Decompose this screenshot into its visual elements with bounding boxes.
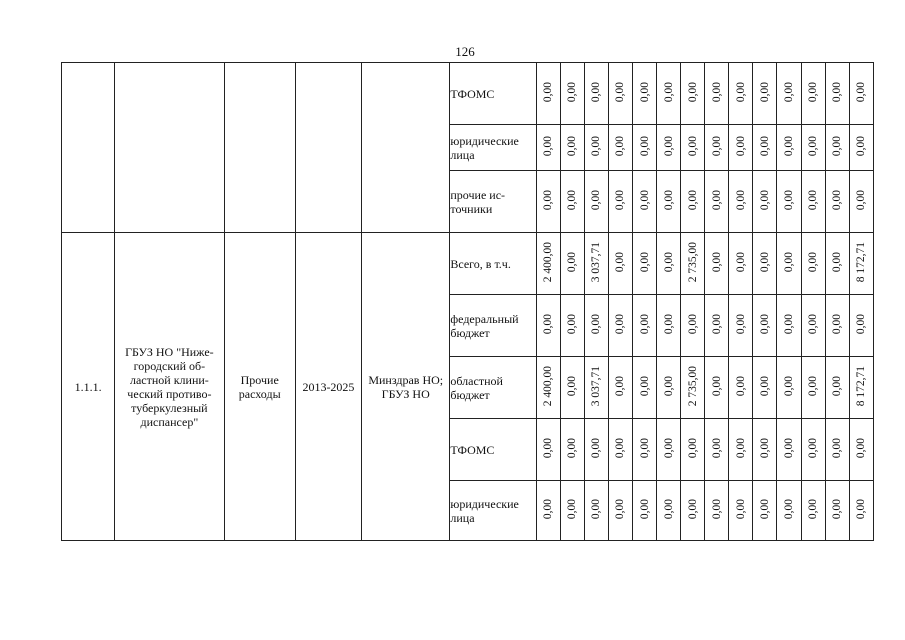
value-cell	[608, 233, 632, 295]
value-cell	[681, 357, 705, 419]
item-name-cell: ГБУЗ НО "Ниже-городский об-ластной клини-ческий противо-туберкулезный диспансер"	[115, 233, 224, 541]
value-text: 0,00	[590, 313, 603, 335]
value-cell	[849, 295, 873, 357]
value-cell	[657, 419, 681, 481]
value-cell	[633, 233, 657, 295]
value-text: 8 172,71	[855, 365, 868, 407]
value-cell	[801, 419, 825, 481]
value-text: 0,00	[855, 81, 868, 103]
value-cell	[536, 481, 560, 541]
value-cell	[849, 481, 873, 541]
value-cell	[801, 357, 825, 419]
value-text: 0,00	[758, 498, 771, 520]
value-cell	[753, 125, 777, 171]
value-cell	[801, 63, 825, 125]
value-text: 0,00	[590, 135, 603, 157]
value-text: 0,00	[831, 437, 844, 459]
value-cell	[825, 295, 849, 357]
funding-source-cell: ТФОМС	[450, 63, 536, 125]
value-text: 0,00	[686, 135, 699, 157]
value-text: 0,00	[807, 375, 820, 397]
value-cell	[657, 171, 681, 233]
value-text: 0,00	[734, 135, 747, 157]
value-cell	[729, 171, 753, 233]
value-cell	[560, 171, 584, 233]
value-cell	[608, 357, 632, 419]
value-cell	[633, 295, 657, 357]
value-cell	[536, 419, 560, 481]
value-text: 0,00	[662, 498, 675, 520]
executor-cell: Минздрав НО; ГБУЗ НО	[362, 233, 450, 541]
value-text: 0,00	[855, 313, 868, 335]
value-cell	[777, 233, 801, 295]
value-cell	[753, 357, 777, 419]
value-cell	[777, 171, 801, 233]
value-text: 0,00	[783, 498, 795, 520]
value-cell	[729, 357, 753, 419]
value-text: 0,00	[783, 251, 795, 273]
value-cell	[849, 233, 873, 295]
value-cell	[633, 171, 657, 233]
value-cell	[753, 481, 777, 541]
value-text: 0,00	[783, 81, 795, 103]
value-text: 0,00	[831, 375, 844, 397]
value-text: 0,00	[542, 498, 555, 520]
value-text: 2 735,00	[686, 241, 699, 283]
table-row	[62, 233, 874, 295]
value-cell	[608, 171, 632, 233]
value-text: 0,00	[807, 251, 820, 273]
value-cell	[633, 357, 657, 419]
value-cell	[681, 171, 705, 233]
value-text: 0,00	[831, 81, 844, 103]
value-cell	[825, 233, 849, 295]
value-text: 0,00	[831, 313, 844, 335]
value-cell	[801, 125, 825, 171]
value-cell	[705, 481, 729, 541]
value-text: 0,00	[734, 498, 747, 520]
value-text: 0,00	[855, 498, 868, 520]
item-number-cell: 1.1.1.	[62, 233, 115, 541]
value-cell	[560, 63, 584, 125]
value-text: 0,00	[831, 189, 844, 211]
value-cell	[681, 295, 705, 357]
value-text: 0,00	[758, 375, 771, 397]
value-cell	[633, 481, 657, 541]
value-cell	[633, 419, 657, 481]
value-cell	[705, 295, 729, 357]
value-cell	[801, 481, 825, 541]
value-text: 0,00	[710, 498, 723, 520]
value-cell	[560, 357, 584, 419]
value-text: 0,00	[566, 375, 579, 397]
value-text: 0,00	[686, 81, 699, 103]
value-text: 0,00	[807, 313, 820, 335]
value-text: 0,00	[590, 189, 603, 211]
value-cell	[584, 233, 608, 295]
value-cell	[560, 233, 584, 295]
value-text: 0,00	[686, 437, 699, 459]
value-text: 0,00	[614, 437, 627, 459]
value-text: 0,00	[638, 437, 651, 459]
value-cell	[729, 481, 753, 541]
value-text: 0,00	[734, 375, 747, 397]
value-cell	[777, 419, 801, 481]
value-text: 0,00	[710, 313, 723, 335]
value-text: 0,00	[734, 313, 747, 335]
value-cell	[705, 125, 729, 171]
value-text: 0,00	[710, 81, 723, 103]
value-text: 0,00	[710, 251, 723, 273]
value-cell	[633, 125, 657, 171]
value-cell	[705, 233, 729, 295]
value-cell	[729, 125, 753, 171]
value-cell	[753, 63, 777, 125]
value-cell	[825, 63, 849, 125]
value-cell	[777, 125, 801, 171]
value-text: 0,00	[855, 135, 868, 157]
value-cell	[777, 295, 801, 357]
value-text: 3 037,71	[590, 365, 603, 407]
value-text: 0,00	[758, 189, 771, 211]
item-name-cell	[115, 63, 224, 233]
value-cell	[777, 357, 801, 419]
value-cell	[584, 481, 608, 541]
value-text: 0,00	[710, 189, 723, 211]
value-cell	[584, 419, 608, 481]
value-text: 0,00	[590, 437, 603, 459]
value-cell	[608, 419, 632, 481]
value-text: 0,00	[686, 313, 699, 335]
value-text: 0,00	[638, 251, 651, 273]
value-text: 0,00	[783, 135, 795, 157]
value-cell	[705, 63, 729, 125]
value-text: 0,00	[542, 313, 555, 335]
expense-type-cell	[224, 63, 295, 233]
value-cell	[801, 233, 825, 295]
funding-source-cell: прочие ис-точники	[450, 171, 536, 233]
value-text: 0,00	[542, 437, 555, 459]
table-row	[62, 63, 874, 125]
value-cell	[849, 419, 873, 481]
value-cell	[633, 63, 657, 125]
value-text: 0,00	[566, 135, 579, 157]
value-text: 0,00	[614, 251, 627, 273]
value-text: 0,00	[662, 135, 675, 157]
value-text: 0,00	[638, 189, 651, 211]
value-text: 0,00	[807, 437, 820, 459]
value-cell	[825, 419, 849, 481]
funding-source-cell: юридические лица	[450, 125, 536, 171]
value-text: 2 400,00	[542, 365, 555, 407]
value-cell	[536, 63, 560, 125]
page-number: 126	[455, 44, 475, 59]
value-text: 0,00	[542, 135, 555, 157]
value-text: 0,00	[566, 189, 579, 211]
value-text: 0,00	[542, 81, 555, 103]
funding-source-cell: юридические лица	[450, 481, 536, 541]
value-cell	[825, 171, 849, 233]
value-text: 0,00	[807, 135, 820, 157]
value-cell	[681, 481, 705, 541]
value-cell	[849, 63, 873, 125]
value-text: 0,00	[614, 498, 627, 520]
value-text: 0,00	[638, 313, 651, 335]
value-text: 0,00	[662, 81, 675, 103]
value-cell	[705, 171, 729, 233]
value-cell	[825, 125, 849, 171]
value-cell	[729, 295, 753, 357]
value-text: 0,00	[734, 189, 747, 211]
value-text: 2 400,00	[542, 241, 555, 283]
value-cell	[777, 63, 801, 125]
value-cell	[608, 295, 632, 357]
value-cell	[584, 357, 608, 419]
value-text: 0,00	[855, 189, 868, 211]
value-cell	[801, 295, 825, 357]
value-cell	[560, 419, 584, 481]
funding-source-cell: Всего, в т.ч.	[450, 233, 536, 295]
value-text: 0,00	[783, 313, 795, 335]
value-cell	[729, 233, 753, 295]
value-text: 0,00	[566, 437, 579, 459]
value-text: 0,00	[686, 189, 699, 211]
value-text: 0,00	[614, 375, 627, 397]
value-cell	[608, 481, 632, 541]
value-cell	[560, 125, 584, 171]
value-text: 0,00	[783, 375, 795, 397]
value-cell	[849, 125, 873, 171]
value-text: 0,00	[662, 251, 675, 273]
value-cell	[777, 481, 801, 541]
value-cell	[536, 171, 560, 233]
period-cell: 2013-2025	[295, 233, 361, 541]
value-text: 0,00	[614, 313, 627, 335]
value-cell	[681, 63, 705, 125]
value-cell	[560, 481, 584, 541]
value-text: 0,00	[686, 498, 699, 520]
value-cell	[657, 357, 681, 419]
value-cell	[608, 63, 632, 125]
value-cell	[753, 233, 777, 295]
value-text: 0,00	[662, 437, 675, 459]
value-text: 2 735,00	[686, 365, 699, 407]
value-text: 0,00	[638, 135, 651, 157]
value-cell	[584, 171, 608, 233]
value-cell	[753, 419, 777, 481]
value-cell	[536, 357, 560, 419]
value-text: 0,00	[758, 251, 771, 273]
value-cell	[849, 171, 873, 233]
value-text: 8 172,71	[855, 241, 868, 283]
value-cell	[657, 233, 681, 295]
value-text: 0,00	[855, 437, 868, 459]
value-text: 0,00	[662, 375, 675, 397]
value-cell	[560, 295, 584, 357]
value-text: 0,00	[566, 81, 579, 103]
value-cell	[681, 233, 705, 295]
value-cell	[705, 357, 729, 419]
value-cell	[681, 419, 705, 481]
value-text: 0,00	[807, 498, 820, 520]
value-cell	[657, 295, 681, 357]
value-cell	[584, 63, 608, 125]
value-cell	[753, 171, 777, 233]
value-cell	[801, 171, 825, 233]
value-cell	[729, 63, 753, 125]
value-text: 0,00	[758, 313, 771, 335]
value-cell	[753, 295, 777, 357]
value-text: 0,00	[807, 81, 820, 103]
value-cell	[657, 125, 681, 171]
value-text: 0,00	[758, 81, 771, 103]
value-cell	[825, 357, 849, 419]
value-text: 0,00	[734, 81, 747, 103]
value-cell	[584, 125, 608, 171]
period-cell	[295, 63, 361, 233]
value-text: 0,00	[758, 135, 771, 157]
value-text: 0,00	[831, 251, 844, 273]
value-text: 0,00	[831, 498, 844, 520]
value-cell	[705, 419, 729, 481]
value-text: 0,00	[638, 81, 651, 103]
value-text: 3 037,71	[590, 241, 603, 283]
value-text: 0,00	[638, 375, 651, 397]
value-cell	[681, 125, 705, 171]
budget-table	[61, 62, 874, 541]
value-text: 0,00	[831, 135, 844, 157]
value-text: 0,00	[566, 313, 579, 335]
value-text: 0,00	[566, 251, 579, 273]
value-text: 0,00	[710, 437, 723, 459]
value-text: 0,00	[734, 437, 747, 459]
value-text: 0,00	[542, 189, 555, 211]
value-cell	[536, 233, 560, 295]
value-cell	[536, 125, 560, 171]
value-text: 0,00	[783, 189, 795, 211]
executor-cell	[362, 63, 450, 233]
value-text: 0,00	[638, 498, 651, 520]
value-text: 0,00	[662, 189, 675, 211]
value-cell	[536, 295, 560, 357]
value-text: 0,00	[614, 81, 627, 103]
value-cell	[584, 295, 608, 357]
value-text: 0,00	[710, 135, 723, 157]
value-cell	[729, 419, 753, 481]
value-text: 0,00	[758, 437, 771, 459]
funding-source-cell: федеральный бюджет	[450, 295, 536, 357]
value-text: 0,00	[734, 251, 747, 273]
value-cell	[849, 357, 873, 419]
item-number-cell	[62, 63, 115, 233]
value-text: 0,00	[783, 437, 795, 459]
value-text: 0,00	[590, 498, 603, 520]
value-text: 0,00	[614, 189, 627, 211]
value-cell	[608, 125, 632, 171]
value-text: 0,00	[710, 375, 723, 397]
value-cell	[657, 63, 681, 125]
value-text: 0,00	[807, 189, 820, 211]
value-cell	[657, 481, 681, 541]
funding-source-cell: областной бюджет	[450, 357, 536, 419]
value-text: 0,00	[614, 135, 627, 157]
value-text: 0,00	[566, 498, 579, 520]
value-text: 0,00	[590, 81, 603, 103]
expense-type-cell: Прочие расходы	[224, 233, 295, 541]
funding-source-cell: ТФОМС	[450, 419, 536, 481]
value-cell	[825, 481, 849, 541]
value-text: 0,00	[662, 313, 675, 335]
